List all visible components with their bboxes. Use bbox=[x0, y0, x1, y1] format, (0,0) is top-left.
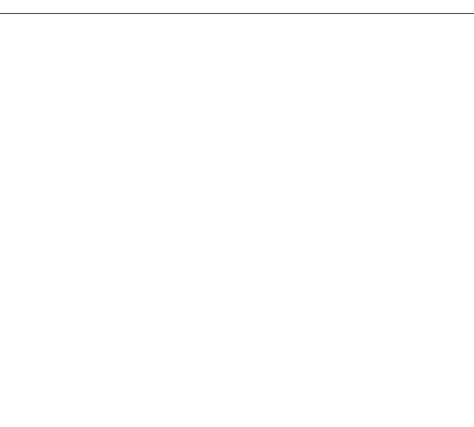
table-header bbox=[0, 0, 474, 14]
header-rule bbox=[0, 13, 474, 14]
